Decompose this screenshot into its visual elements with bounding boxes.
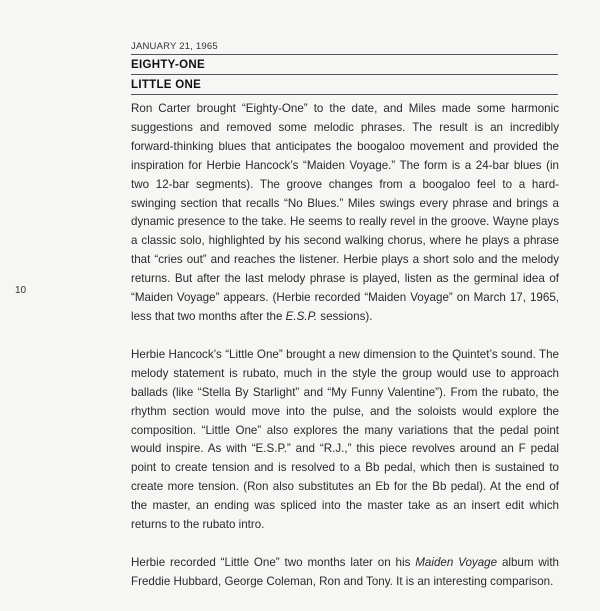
section-header [131, 41, 558, 95]
paragraph-little-one: Herbie Hancock’s “Little One” brought a new dimension to the Quintet’s sound. The melody statement is rubato, much in the style the group would use to approach ballads (like “Stella By Starlight” and “My Funny Valentine”). From the rubato, the rhythm section would move into the pulse, and the soloists would explore the composition. “Little One” also explores the many variations that the pedal point would inspire. As with “E.S.P.” and “R.J.,” this piece revolves around an F pedal point to create tension and is resolved to a Bb pedal, which then is sustained to create more tension. (Ron also substitutes an Eb for the Bb pedal). At the end of the master, an ending was spliced into the master take as an insert edit which returns to the rubato intro. [131, 347, 559, 532]
paragraph-comparison [131, 554, 559, 592]
paragraph-text: sessions). [317, 309, 373, 323]
album-title-maiden-voyage: Maiden Voyage [415, 555, 498, 569]
paragraph-text: Herbie recorded “Little One” two months later on his [131, 555, 416, 569]
page-number: 10 [15, 285, 27, 296]
paragraph-text: Ron Carter brought “Eighty-One” to the date, and Miles made some harmonic suggestions and removed some melodic phrases. The result is an incredibly forward-thinking blues that anticipates the boogaloo movement and provided the inspiration for Herbie Hancock’s “Maiden Voyage.” The form is a 24-bar blues (in two 12-bar segments). The groove changes from a boogaloo feel to a hard-swinging section that recalls “No Blues.” Miles swings every phrase and brings a dynamic presence to the take. He seems to really revel in the groove. Wayne plays a classic solo, highlighted by his second walking chorus, where he plays a phrase that “cries out” and reaches the listener. Herbie plays a short solo and the melody returns. But after the last melody phrase is played, listen as the germinal idea of “Maiden Voyage” appears. (Herbie recorded “Maiden Voyage” on March 17, 1965, less that two months after the [131, 102, 559, 323]
album-title-esp: E.S.P. [285, 309, 318, 323]
session-date: JANUARY 21, 1965 [131, 41, 218, 52]
track-title-little-one: LITTLE ONE [131, 74, 558, 95]
paragraph-eighty-one [131, 100, 559, 327]
track-title-eighty-one: EIGHTY-ONE [131, 54, 558, 74]
paragraph-text: album with Freddie Hubbard, George Coleman, Ron and Tony. It is an interesting comparison. [131, 555, 560, 588]
liner-notes-body [131, 100, 559, 611]
